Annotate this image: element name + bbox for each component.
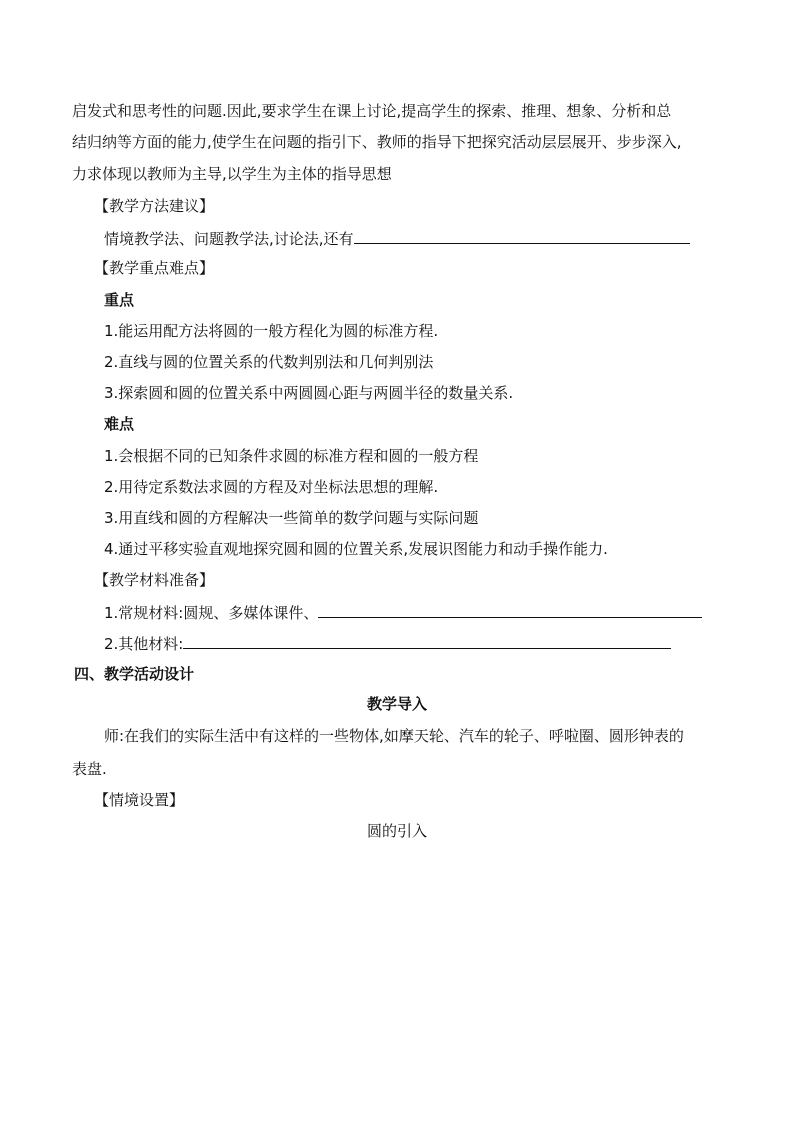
materials-item-2	[104, 633, 764, 654]
difficulty-item-3: 3.用直线和圆的方程解决一些简单的数学问题与实际问题	[104, 509, 479, 527]
difficulty-item-1: 1.会根据不同的已知条件求圆的标准方程和圆的一般方程	[104, 447, 479, 465]
intro-line-3: 力求体现以教师为主导,以学生为主体的指导思想	[72, 165, 392, 183]
section-title: 四、教学活动设计	[74, 665, 195, 683]
focus-label: 重点	[104, 291, 135, 309]
methods-text: 情境教学法、问题教学法,讨论法,还有	[104, 230, 354, 248]
materials-item-2-blank	[183, 633, 671, 649]
methods-blank	[354, 228, 690, 244]
focus-item-1: 1.能运用配方法将圆的一般方程化为圆的标准方程.	[104, 322, 439, 340]
materials-item-1-text: 1.常规材料:圆规、多媒体课件、	[104, 604, 319, 622]
intro-line-2: 结归纳等方面的能力,使学生在问题的指引下、教师的指导下把探究活动层层展开、步步深入,	[72, 133, 682, 151]
focus-item-2: 2.直线与圆的位置关系的代数判别法和几何判别法	[104, 353, 434, 371]
scenario-caption: 圆的引入	[366, 822, 427, 840]
methods-heading: 【教学方法建议】	[94, 197, 215, 215]
methods-line	[104, 228, 764, 249]
focus-item-3: 3.探索圆和圆的位置关系中两圆圆心距与两圆半径的数量关系.	[104, 384, 514, 402]
section-subtitle: 教学导入	[366, 695, 427, 713]
difficulty-item-2: 2.用待定系数法求圆的方程及对坐标法思想的理解.	[104, 478, 439, 496]
intro-line-1: 启发式和思考性的问题.因此,要求学生在课上讨论,提高学生的探索、推理、想象、分析和总	[72, 102, 672, 120]
teacher-line-2: 表盘.	[72, 760, 107, 778]
materials-item-2-text: 2.其他材料:	[104, 635, 184, 653]
teacher-line-1: 师:在我们的实际生活中有这样的一些物体,如摩天轮、汽车的轮子、呼啦圈、圆形钟表的	[104, 727, 684, 745]
difficulty-label: 难点	[104, 415, 135, 433]
scenario-heading: 【情境设置】	[94, 791, 185, 809]
materials-heading: 【教学材料准备】	[94, 571, 215, 589]
difficulty-item-4: 4.通过平移实验直观地探究圆和圆的位置关系,发展识图能力和动手操作能力.	[104, 540, 608, 558]
materials-item-1-blank	[318, 602, 702, 618]
materials-item-1	[104, 602, 764, 623]
keypoints-heading: 【教学重点难点】	[94, 259, 215, 277]
